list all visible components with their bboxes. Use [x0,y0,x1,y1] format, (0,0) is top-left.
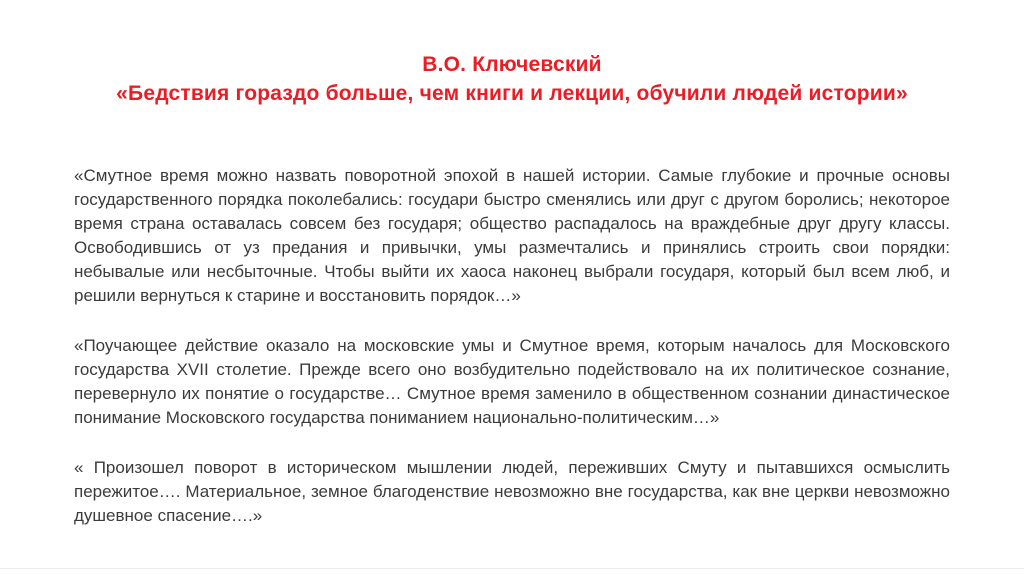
slide-bottom-edge [0,568,1024,569]
quote-paragraph-3: « Произошел поворот в историческом мышлении людей, переживших Смуту и пытавшихся осмыслить пережитое…. Материальное, земное благоденствие невозможно вне государства, как вне церкви невозможно душевное спасение….» [74,458,950,525]
slide-title-quote: «Бедствия гораздо больше, чем книги и лекции, обучили людей истории» [116,82,908,105]
quote-paragraph-2: «Поучающее действие оказало на московские умы и Смутное время, которым началось для Московского государства XVII столетие. Прежде всего оно возбудительно подействовало на их политическое сознание, перевернуло их понятие о государстве… Смутное время заменило в общественном сознании династическое понимание Московского государства пониманием национально-политическим…» [74,336,950,427]
slide-body [74,164,950,528]
slide-title [0,0,1024,108]
slide-title-author: В.О. Ключевский [422,53,602,76]
quote-paragraph-1: «Смутное время можно назвать поворотной эпохой в нашей истории. Самые глубокие и прочные основы государственного порядка поколебались: государи быстро сменялись или друг с другом боролись; некоторое время страна оставалась совсем без государя; общество распадалось на враждебные друг другу классы. Освободившись от уз предания и привычки, умы размечтались и принялись строить свои порядки: небывалые или несбыточные. Чтобы выйти их хаоса наконец выбрали государя, который был всем люб, и решили вернуться к старине и восстановить порядок…» [74,166,950,305]
